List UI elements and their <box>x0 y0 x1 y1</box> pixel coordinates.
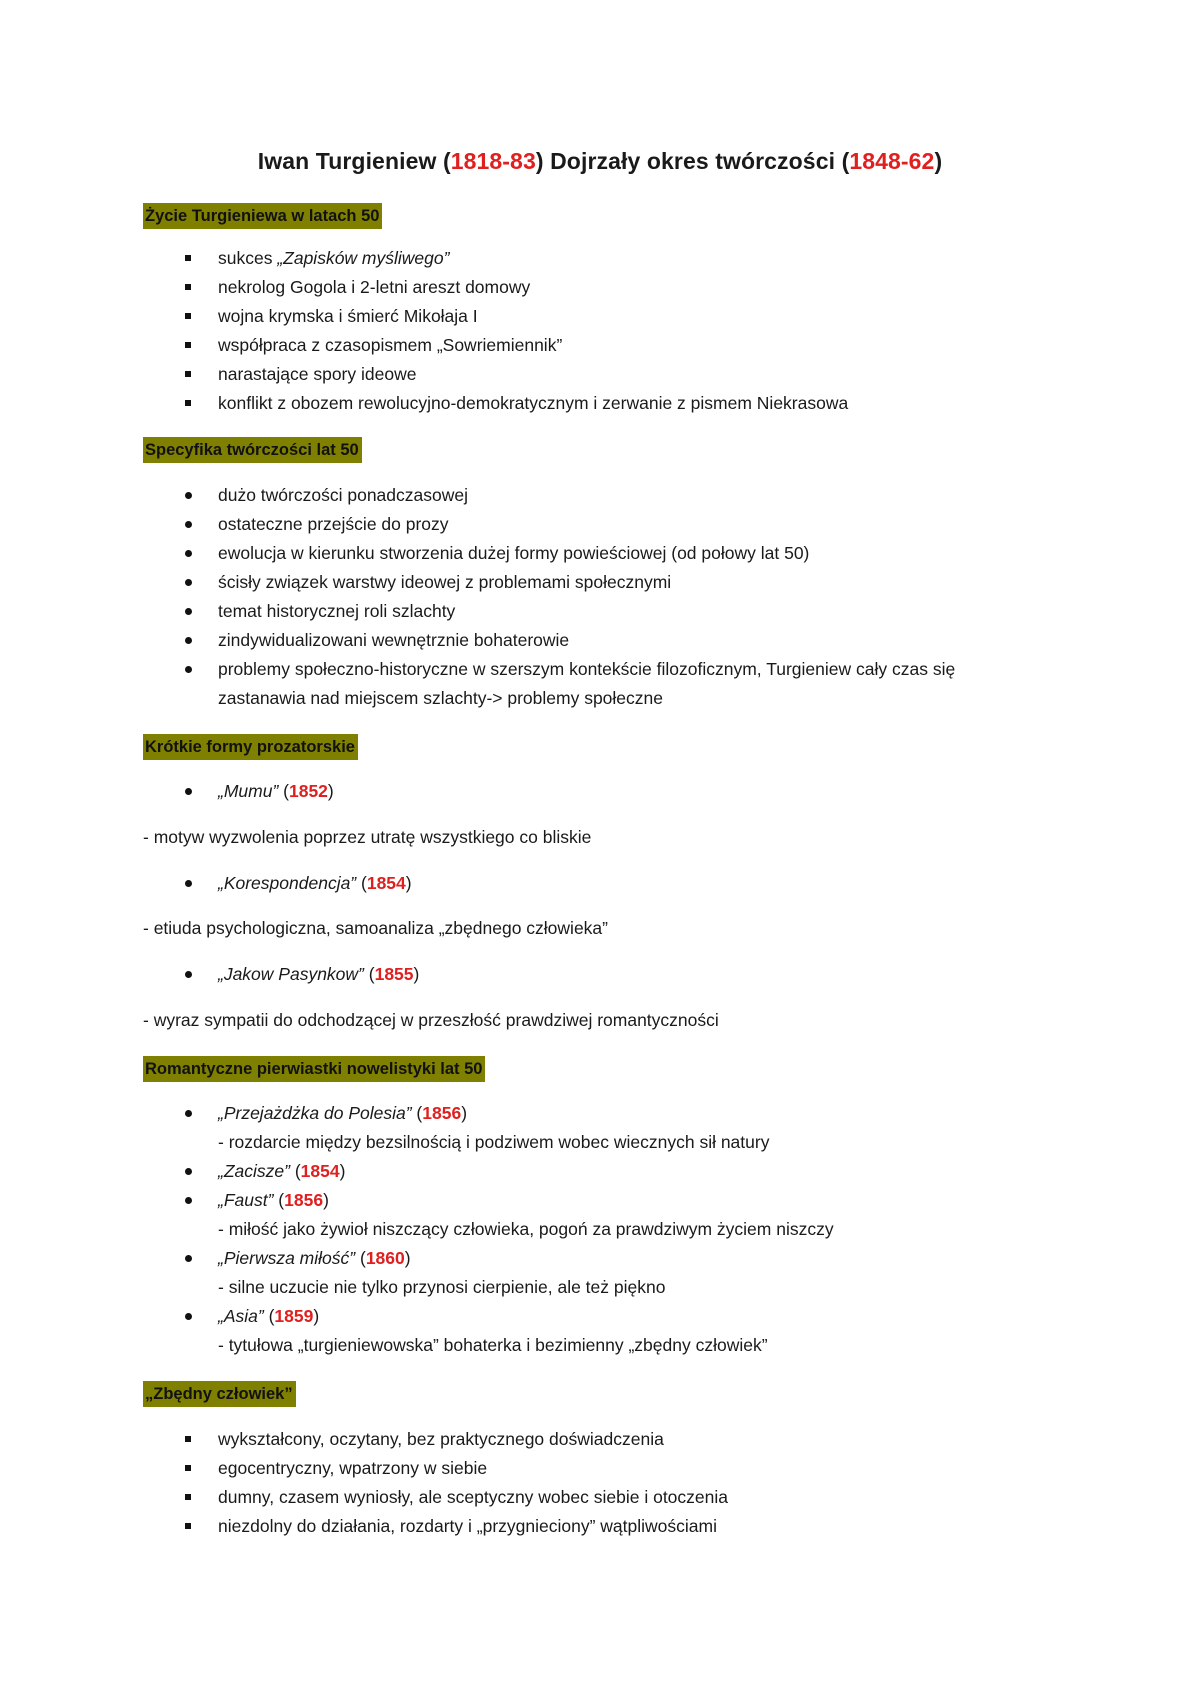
square-bullet-icon <box>185 1523 191 1529</box>
document-page: Iwan Turgieniew (1818-83) Dojrzały okres twórczości (1848-62) Życie Turgieniewa w latach 50 sukces „Zapisków myśliwego” nekrolog Gogola i 2-letni areszt domowy wojna krymska i śmierć Mikołaja I współpraca z czasopismem „Sowriemiennik” narastające spory ideowe konflikt z obozem rewolucyjno-demokratycznym i zerwanie z pismem Niekrasowa Specyfika twórczości lat 50 dużo twórczości ponadczasowej ostateczne przejście do prozy ewolucja w kierunku stworzenia dużej formy powieściowej (od połowy lat 50) ścisły związek warstwy ideowej z problemami społecznymi temat historycznej roli szlachty zindywidualizowani wewnętrznie bohaterowie problemy społeczno-historyczne w szerszym kontekście filozoficznym, Turgieniew cały czas się zastanawia nad miejscem szlachty-> problemy społeczne Krótkie formy prozatorskie „Mumu” (1852) - motyw wyzwolenia poprzez utratę wszystkiego co bliskie „Korespondencja” (1854) - etiuda psychologiczna, samoanaliza „zbędnego człowieka” „Jakow Pasynkow” (1855) - wyraz sympatii do odchodzącej w przeszłość prawdziwej romantyczności Romantyczne pierwiastki nowelistyki lat 50 „Przejażdżka do Polesia” (1856) - rozdarcie między bezsilnością i podziwem wobec wiecznych sił natury „Zacisze” (1854) „Faust” (1856) - miłość jako żywioł niszczący człowieka, pogoń za prawdziwym życiem niszczy „Pierwsza miłość” (1860) - silne uczucie nie tylko przynosi cierpienie, ale też piękno „Asia” (1859) - tytułowa „turgieniewowska” bohaterka i bezimienny „zbędny człowiek” „Zbędny człowiek” wykształcony, oczytany, bez praktycznego doświadczenia egocentryczny, wpatrzony w siebie dumny, czasem wyniosły, ale sceptyczny wobec siebie i otoczenia niezdolny do działania, rozdarty i „przygnieciony” wątpliwościami <box>0 0 1200 1698</box>
square-bullet-icon <box>185 284 191 290</box>
square-bullet-icon <box>185 1494 191 1500</box>
section-heading-krotkie-formy: Krótkie formy prozatorskie <box>143 734 358 760</box>
dot-bullet-icon <box>185 880 192 887</box>
dot-bullet-icon <box>185 1110 192 1117</box>
section-heading-zycie: Życie Turgieniewa w latach 50 <box>143 203 382 229</box>
section-heading-romantyczne: Romantyczne pierwiastki nowelistyki lat 50 <box>143 1056 485 1082</box>
square-bullet-icon <box>185 313 191 319</box>
page-title: Iwan Turgieniew (1818-83) Dojrzały okres twórczości (1848-62) <box>257 148 943 174</box>
square-bullet-icon <box>185 400 191 406</box>
dot-bullet-icon <box>185 1197 192 1204</box>
dot-bullet-icon <box>185 550 192 557</box>
square-bullet-icon <box>185 371 191 377</box>
section-heading-specyfika: Specyfika twórczości lat 50 <box>143 437 362 463</box>
square-bullet-icon <box>185 255 191 261</box>
dot-bullet-icon <box>185 492 192 499</box>
dot-bullet-icon <box>185 971 192 978</box>
square-bullet-icon <box>185 342 191 348</box>
dot-bullet-icon <box>185 608 192 615</box>
square-bullet-icon <box>185 1465 191 1471</box>
dot-bullet-icon <box>185 579 192 586</box>
dot-bullet-icon <box>185 521 192 528</box>
dot-bullet-icon <box>185 1168 192 1175</box>
square-bullet-icon <box>185 1436 191 1442</box>
dot-bullet-icon <box>185 788 192 795</box>
dot-bullet-icon <box>185 666 192 673</box>
dot-bullet-icon <box>185 1313 192 1320</box>
dot-bullet-icon <box>185 1255 192 1262</box>
section-heading-zbedny-czlowiek: „Zbędny człowiek” <box>143 1381 296 1407</box>
dot-bullet-icon <box>185 637 192 644</box>
